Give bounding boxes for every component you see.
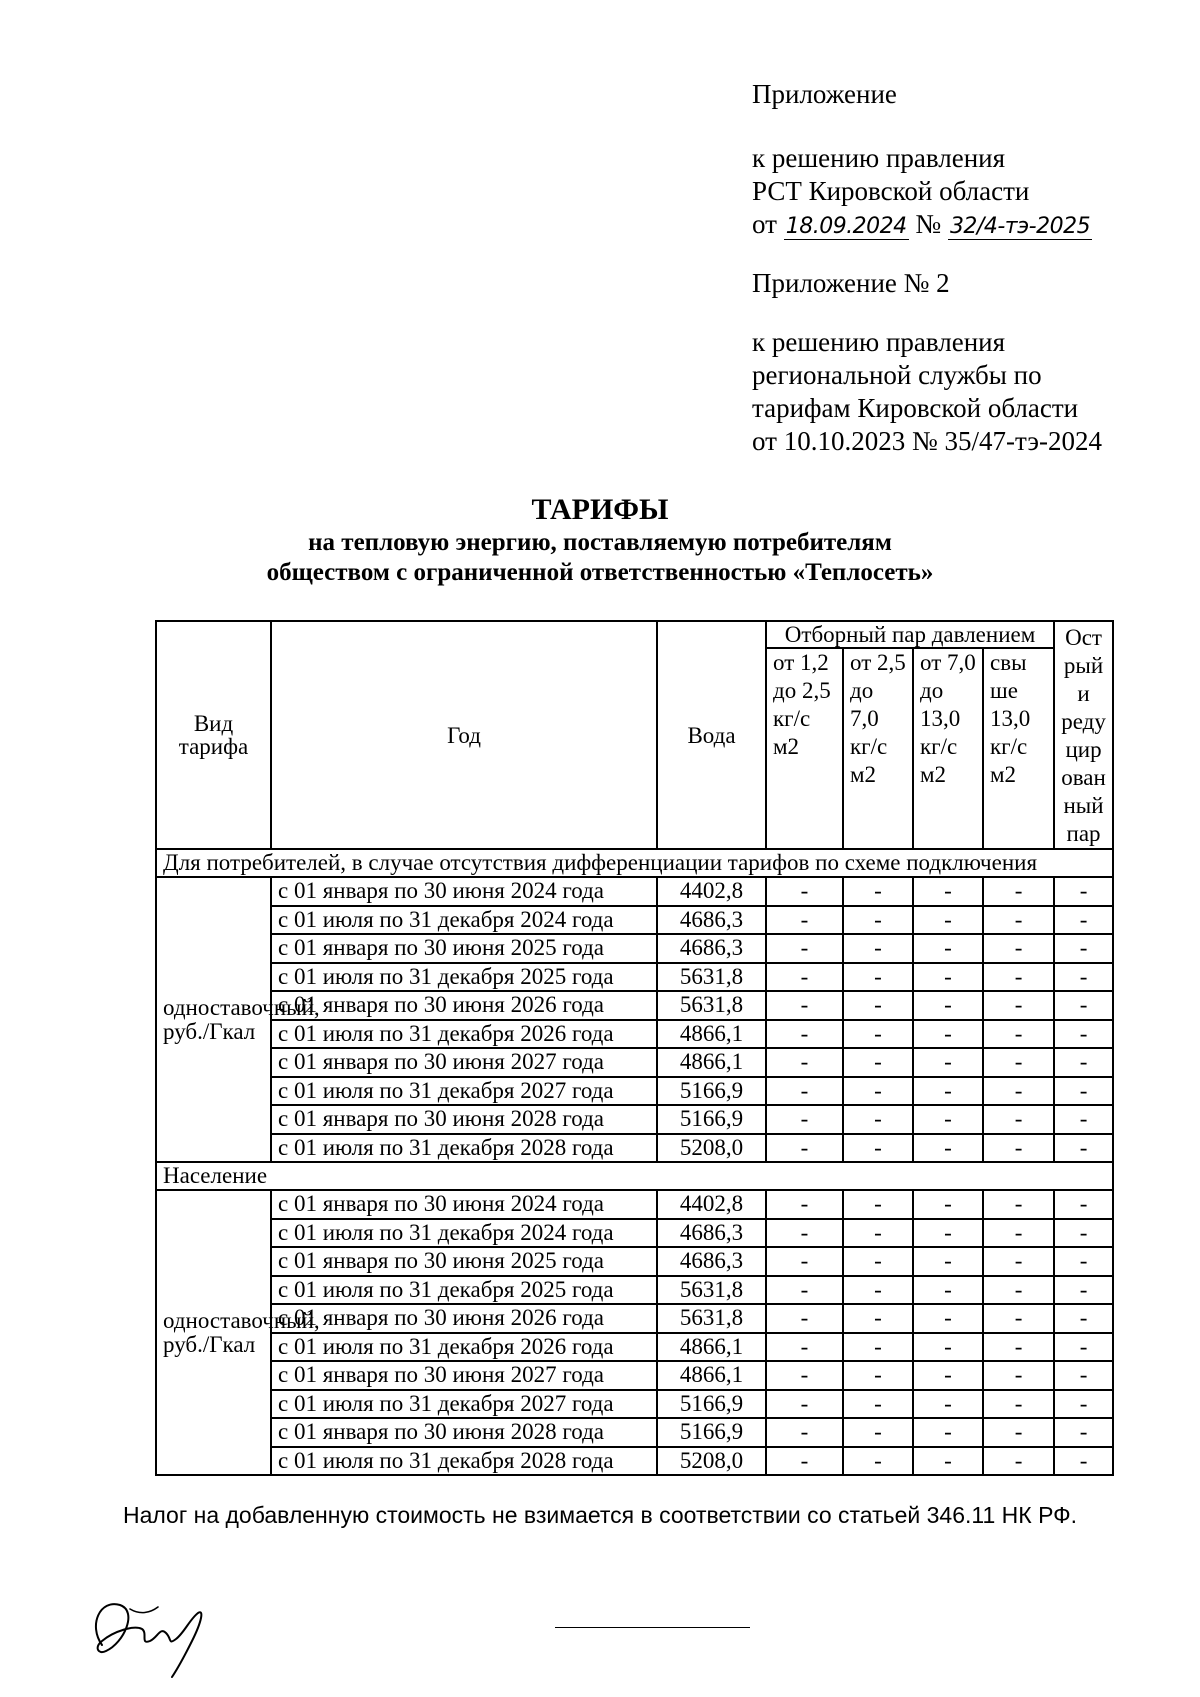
period-cell: с 01 июля по 31 декабря 2024 года [271,1219,657,1248]
table-row [156,1390,1113,1419]
steam-tariff-cell: - [983,1447,1054,1476]
steam-tariff-cell: - [1054,1390,1113,1419]
steam-tariff-cell: - [913,1190,983,1219]
appendix1-handwritten-date: 18.09.2024 [785,214,907,239]
steam-tariff-cell: - [983,906,1054,935]
water-tariff-cell: 4686,3 [657,934,766,963]
water-tariff-cell: 5631,8 [657,1276,766,1305]
period-cell: с 01 июля по 31 декабря 2028 года [271,1447,657,1476]
steam-tariff-cell: - [983,1304,1054,1333]
steam-tariff-cell: - [843,1219,913,1248]
header-steam-1: от 1,2 до 2,5 кг/с м2 [766,648,843,849]
document-title [100,492,1100,588]
appendix1-date-line [752,208,1172,241]
steam-tariff-cell: - [766,1105,843,1134]
steam-tariff-cell: - [1054,877,1113,906]
appendix2-line1: к решению правления [752,327,1006,357]
steam-tariff-cell: - [766,1418,843,1447]
steam-tariff-cell: - [983,1105,1054,1134]
steam-tariff-cell: - [766,1333,843,1362]
water-tariff-cell: 4686,3 [657,906,766,935]
table-row [156,1105,1113,1134]
steam-tariff-cell: - [766,877,843,906]
steam-tariff-cell: - [983,991,1054,1020]
period-cell: с 01 июля по 31 декабря 2024 года [271,906,657,935]
table-row [156,1361,1113,1390]
steam-tariff-cell: - [843,934,913,963]
steam-tariff-cell: - [1054,991,1113,1020]
steam-tariff-cell: - [913,1418,983,1447]
period-cell: с 01 января по 30 июня 2026 года [271,1304,657,1333]
period-cell: с 01 июля по 31 декабря 2026 года [271,1333,657,1362]
steam-tariff-cell: - [983,1077,1054,1106]
steam-tariff-cell: - [766,1048,843,1077]
title-line1: на тепловую энергию, поставляемую потребителям [308,529,892,556]
table-row [156,1447,1113,1476]
header-steam-4: свы ше 13,0 кг/с м2 [983,648,1054,849]
water-tariff-cell: 4866,1 [657,1361,766,1390]
steam-tariff-cell: - [766,963,843,992]
steam-tariff-cell: - [983,1333,1054,1362]
tariff-table [155,620,1114,1476]
steam-tariff-cell: - [1054,963,1113,992]
steam-tariff-cell: - [1054,1304,1113,1333]
steam-tariff-cell: - [913,991,983,1020]
water-tariff-cell: 5208,0 [657,1134,766,1163]
steam-tariff-cell: - [913,1020,983,1049]
steam-tariff-cell: - [983,1390,1054,1419]
steam-tariff-cell: - [1054,1276,1113,1305]
steam-tariff-cell: - [983,1276,1054,1305]
steam-tariff-cell: - [913,1247,983,1276]
steam-tariff-cell: - [766,1190,843,1219]
steam-tariff-cell: - [766,1134,843,1163]
table-row [156,1304,1113,1333]
steam-tariff-cell: - [843,1276,913,1305]
steam-tariff-cell: - [766,1219,843,1248]
table-row [156,963,1113,992]
steam-tariff-cell: - [843,1304,913,1333]
table-row [156,934,1113,963]
steam-tariff-cell: - [913,1105,983,1134]
appendix2-line2: региональной службы по [752,360,1042,390]
period-cell: с 01 января по 30 июня 2027 года [271,1048,657,1077]
steam-tariff-cell: - [983,1361,1054,1390]
period-cell: с 01 июля по 31 декабря 2026 года [271,1020,657,1049]
steam-tariff-cell: - [983,1020,1054,1049]
steam-tariff-cell: - [1054,1361,1113,1390]
steam-tariff-cell: - [913,963,983,992]
steam-tariff-cell: - [843,1333,913,1362]
appendix1-title: Приложение [752,79,897,109]
steam-tariff-cell: - [913,1219,983,1248]
steam-tariff-cell: - [1054,906,1113,935]
table-row [156,1219,1113,1248]
header-steam-3: от 7,0 до 13,0 кг/с м2 [913,648,983,849]
steam-tariff-cell: - [1054,1418,1113,1447]
steam-tariff-cell: - [766,934,843,963]
water-tariff-cell: 5208,0 [657,1447,766,1476]
water-tariff-cell: 4686,3 [657,1247,766,1276]
steam-tariff-cell: - [766,906,843,935]
steam-tariff-cell: - [766,1020,843,1049]
steam-tariff-cell: - [843,963,913,992]
steam-tariff-cell: - [983,1418,1054,1447]
steam-tariff-cell: - [1054,1134,1113,1163]
period-cell: с 01 июля по 31 декабря 2027 года [271,1077,657,1106]
period-cell: с 01 января по 30 июня 2024 года [271,1190,657,1219]
steam-tariff-cell: - [766,1361,843,1390]
period-cell: с 01 января по 30 июня 2025 года [271,1247,657,1276]
steam-tariff-cell: - [983,877,1054,906]
header-steam-2: от 2,5 до 7,0 кг/с м2 [843,648,913,849]
water-tariff-cell: 4866,1 [657,1020,766,1049]
steam-tariff-cell: - [1054,1219,1113,1248]
steam-tariff-cell: - [983,1134,1054,1163]
steam-tariff-cell: - [983,1190,1054,1219]
signature-image [80,1585,230,1680]
steam-tariff-cell: - [1054,1247,1113,1276]
steam-tariff-cell: - [913,877,983,906]
steam-tariff-cell: - [766,1447,843,1476]
steam-tariff-cell: - [913,934,983,963]
water-tariff-cell: 4402,8 [657,877,766,906]
steam-tariff-cell: - [843,1020,913,1049]
steam-tariff-cell: - [983,934,1054,963]
table-row [156,1048,1113,1077]
water-tariff-cell: 4686,3 [657,1219,766,1248]
steam-tariff-cell: - [1054,934,1113,963]
table-row [156,1418,1113,1447]
steam-tariff-cell: - [843,1190,913,1219]
steam-tariff-cell: - [843,1247,913,1276]
period-cell: с 01 января по 30 июня 2028 года [271,1105,657,1134]
steam-tariff-cell: - [843,1105,913,1134]
steam-tariff-cell: - [913,1361,983,1390]
steam-tariff-cell: - [913,1304,983,1333]
table-row [156,1077,1113,1106]
tariff-kind: одноставочный, руб./Гкал [156,1190,271,1475]
steam-tariff-cell: - [843,1134,913,1163]
period-cell: с 01 января по 30 июня 2024 года [271,877,657,906]
header-year: Год [271,621,657,849]
water-tariff-cell: 5166,9 [657,1105,766,1134]
steam-tariff-cell: - [843,877,913,906]
steam-tariff-cell: - [913,1390,983,1419]
period-cell: с 01 июля по 31 декабря 2028 года [271,1134,657,1163]
steam-tariff-cell: - [913,1134,983,1163]
appendix2-line4: от 10.10.2023 № 35/47-тэ-2024 [752,426,1102,456]
steam-tariff-cell: - [913,1333,983,1362]
appendix1-no-sign: № [915,209,942,239]
group-header-row [156,1162,1113,1190]
steam-tariff-cell: - [1054,1077,1113,1106]
tariff-kind: одноставочный, руб./Гкал [156,877,271,1162]
steam-tariff-cell: - [913,1077,983,1106]
steam-tariff-cell: - [843,1447,913,1476]
water-tariff-cell: 4866,1 [657,1333,766,1362]
steam-tariff-cell: - [983,1048,1054,1077]
steam-tariff-cell: - [1054,1105,1113,1134]
header-water: Вода [657,621,766,849]
appendix1-line2: РСТ Кировской области [752,176,1030,206]
title-main: ТАРИФЫ [531,493,669,526]
steam-tariff-cell: - [843,1390,913,1419]
steam-tariff-cell: - [1054,1447,1113,1476]
table-row [156,1333,1113,1362]
group-label: Население [156,1162,1113,1190]
table-row [156,1276,1113,1305]
water-tariff-cell: 5166,9 [657,1077,766,1106]
water-tariff-cell: 5166,9 [657,1418,766,1447]
signature-line [555,1627,750,1628]
water-tariff-cell: 5631,8 [657,991,766,1020]
steam-tariff-cell: - [913,1048,983,1077]
table-row [156,1020,1113,1049]
appendix2-line3: тарифам Кировской области [752,393,1079,423]
steam-tariff-cell: - [983,1219,1054,1248]
steam-tariff-cell: - [843,1361,913,1390]
tariff-table-body [156,849,1113,1475]
header-sharp-steam: Ост рый и реду цир ован ный пар [1054,621,1113,849]
period-cell: с 01 января по 30 июня 2025 года [271,934,657,963]
group-header-row [156,849,1113,877]
table-row [156,1190,1113,1219]
steam-tariff-cell: - [1054,1020,1113,1049]
water-tariff-cell: 5631,8 [657,1304,766,1333]
table-row [156,1247,1113,1276]
appendix1-handwritten-number: 32/4-тэ-2025 [949,214,1091,239]
steam-tariff-cell: - [843,1048,913,1077]
period-cell: с 01 июля по 31 декабря 2025 года [271,1276,657,1305]
steam-tariff-cell: - [913,1276,983,1305]
water-tariff-cell: 5631,8 [657,963,766,992]
steam-tariff-cell: - [766,1304,843,1333]
steam-tariff-cell: - [843,906,913,935]
steam-tariff-cell: - [766,991,843,1020]
period-cell: с 01 января по 30 июня 2028 года [271,1418,657,1447]
water-tariff-cell: 4866,1 [657,1048,766,1077]
table-row [156,991,1113,1020]
table-row [156,1134,1113,1163]
period-cell: с 01 января по 30 июня 2027 года [271,1361,657,1390]
appendix-header [752,78,1172,458]
table-row [156,906,1113,935]
steam-tariff-cell: - [1054,1048,1113,1077]
steam-tariff-cell: - [913,906,983,935]
period-cell: с 01 июля по 31 декабря 2025 года [271,963,657,992]
water-tariff-cell: 4402,8 [657,1190,766,1219]
vat-footnote: Налог на добавленную стоимость не взимается в соответствии со статьей 346.11 НК РФ. [122,1502,1078,1528]
period-cell: с 01 января по 30 июня 2026 года [271,991,657,1020]
table-row [156,877,1113,906]
steam-tariff-cell: - [983,1247,1054,1276]
steam-tariff-cell: - [913,1447,983,1476]
water-tariff-cell: 5166,9 [657,1390,766,1419]
steam-tariff-cell: - [766,1247,843,1276]
appendix2-title: Приложение № 2 [752,268,950,298]
title-line2: обществом с ограниченной ответственностью «Теплосеть» [266,559,934,586]
appendix1-from: от [752,209,777,239]
steam-tariff-cell: - [983,963,1054,992]
steam-tariff-cell: - [1054,1190,1113,1219]
steam-tariff-cell: - [766,1390,843,1419]
steam-tariff-cell: - [766,1276,843,1305]
steam-tariff-cell: - [766,1077,843,1106]
steam-tariff-cell: - [843,1418,913,1447]
header-steam-group: Отборный пар давлением [766,621,1054,648]
appendix1-line1: к решению правления [752,143,1006,173]
period-cell: с 01 июля по 31 декабря 2027 года [271,1390,657,1419]
steam-tariff-cell: - [843,991,913,1020]
group-label: Для потребителей, в случае отсутствия дифференциации тарифов по схеме подключения [156,849,1113,877]
steam-tariff-cell: - [1054,1333,1113,1362]
header-kind: Вид тарифа [156,621,271,849]
steam-tariff-cell: - [843,1077,913,1106]
